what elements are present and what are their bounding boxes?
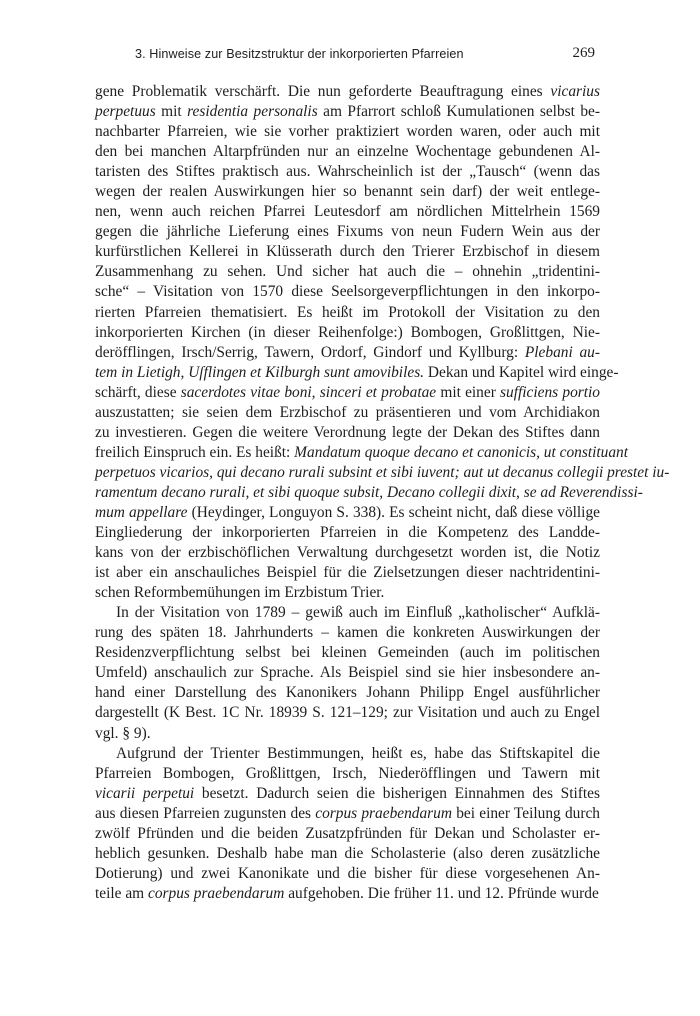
text-line: schen Reformbemühungen im Erzbistum Trier. xyxy=(95,584,385,602)
text-line: schärft, diese sacerdotes vitae boni, sinceri et probatae mit einer sufficiens portio xyxy=(95,383,600,401)
paragraph xyxy=(95,603,600,743)
text-line: deröfflingen, Irsch/Serrig, Tawern, Ordorf, Gindorf und Kyllburg: Plebani au- xyxy=(95,343,600,361)
text-line: kans von der erzbischöflichen Verwaltung durchgesetzt worden ist, die Notiz xyxy=(95,544,600,562)
text-line: zwölf Pfründen und die beiden Zusatzpfründen für Dekan und Scholaster er- xyxy=(95,824,600,842)
text-line: hand einer Darstellung des Kanonikers Johann Philipp Engel ausführlicher xyxy=(95,684,600,702)
text-line: ist aber ein anschauliches Beispiel für die Zielsetzungen dieser nachtridentini- xyxy=(95,564,600,582)
running-title: 3. Hinweise zur Besitzstruktur der inkorporierten Pfarreien xyxy=(135,47,464,61)
text-line: Dotierung) und zwei Kanonikate und die bisher für diese vorgesehenen An- xyxy=(95,864,600,882)
text-line: den bei manchen Altarpfründen nur an einzelne Wochentage gebundenen Al- xyxy=(95,143,600,161)
running-header xyxy=(95,45,595,65)
text-line: wegen der realen Auswirkungen hier so benannt sein darf) der weit entlege- xyxy=(95,183,600,201)
text-line: nen, wenn auch reichen Pfarrei Leutesdorf am nördlichen Mittelrhein 1569 xyxy=(95,203,600,221)
text-line: mum appellare (Heydinger, Longuyon S. 338). Es scheint nicht, daß diese völlige xyxy=(95,503,600,521)
text-line: inkorporierten Kirchen (in dieser Reihenfolge:) Bombogen, Großlittgen, Nie- xyxy=(95,323,600,341)
text-line: sche“ – Visitation von 1570 diese Seelsorgeverpflichtungen in den inkorpo- xyxy=(95,283,600,301)
text-line: ramentum decano rurali, et sibi quoque subsit, Decano collegii dixit, se ad Reverendissi- xyxy=(95,483,643,501)
text-line: vicarii perpetui besetzt. Dadurch seien die bisherigen Einnahmen des Stiftes xyxy=(95,784,600,802)
text-line: freilich Einspruch ein. Es heißt: Mandatum quoque decano et canonicis, ut constituant xyxy=(95,443,629,461)
text-line: rierten Pfarreien thematisiert. Es heißt im Protokoll der Visitation zu den xyxy=(95,303,600,321)
paragraph xyxy=(95,744,600,904)
text-line: rung des späten 18. Jahrhunderts – kamen die konkreten Auswirkungen der xyxy=(95,624,600,642)
text-line: heblich gesunken. Deshalb habe man die Scholasterie (also deren zusätzliche xyxy=(95,844,600,862)
text-line: teile am corpus praebendarum aufgehoben. Die früher 11. und 12. Pfründe wurde xyxy=(95,884,599,902)
text-line: gene Problematik verschärft. Die nun geforderte Beauftragung eines vicarius xyxy=(95,83,600,100)
text-line: perpetuos vicarios, qui decano rurali subsint et sibi iuvent; aut ut decanus collegii prestet iu- xyxy=(95,463,670,481)
text-line: zu investieren. Gegen die weitere Verordnung legte der Dekan des Stiftes dann xyxy=(95,423,600,441)
text-line: tem in Lietigh, Uſflingen et Kilburgh sunt amovibiles. Dekan und Kapitel wird einge- xyxy=(95,363,619,381)
text-line: Eingliederung der inkorporierten Pfarreien in die Kompetenz des Landde- xyxy=(95,524,600,542)
text-line: kurfürstlichen Kellerei in Klüsserath durch den Trierer Erzbischof in diesem xyxy=(95,243,600,261)
text-line: Residenzverpflichtung selbst bei kleinen Gemeinden (auch im politischen xyxy=(95,644,600,662)
page-number: 269 xyxy=(572,45,595,61)
text-line: dargestellt (K Best. 1C Nr. 18939 S. 121–129; zur Visitation und auch zu Engel xyxy=(95,704,600,722)
text-line: Umfeld) anschaulich zur Sprache. Als Beispiel sind sie hier insbesondere an- xyxy=(95,664,600,682)
text-line: perpetuus mit residentia personalis am Pfarrort schloß Kumulationen selbst be- xyxy=(95,103,601,121)
text-line: Aufgrund der Trienter Bestimmungen, heißt es, habe das Stiftskapitel die xyxy=(116,744,600,762)
text-line: Pfarreien Bombogen, Großlittgen, Irsch, Niederöfflingen und Tawern mit xyxy=(95,764,600,782)
text-line: gegen die jährliche Lieferung eines Fixums von neun Fudern Wein aus der xyxy=(95,223,600,241)
text-line: auszustatten; sie seien dem Erzbischof zu präsentieren und vom Archidiakon xyxy=(95,403,600,421)
text-line: vgl. § 9). xyxy=(95,724,151,742)
paragraph xyxy=(95,82,670,603)
text-line: aus diesen Pfarreien zugunsten des corpus praebendarum bei einer Teilung durch xyxy=(95,804,600,822)
text-line: taristen des Stiftes praktisch aus. Wahrscheinlich ist der „Tausch“ (wenn das xyxy=(95,163,600,181)
text-line: nachbarter Pfarreien, wie sie vorher praktiziert worden waren, oder auch mit xyxy=(95,123,600,141)
text-line: Zusammenhang zu sehen. Und sicher hat auch die – ohnehin „tridentini- xyxy=(95,263,600,281)
text-line: In der Visitation von 1789 – gewiß auch im Einfluß „katholischer“ Aufklä- xyxy=(116,604,600,622)
body-text xyxy=(95,82,670,904)
